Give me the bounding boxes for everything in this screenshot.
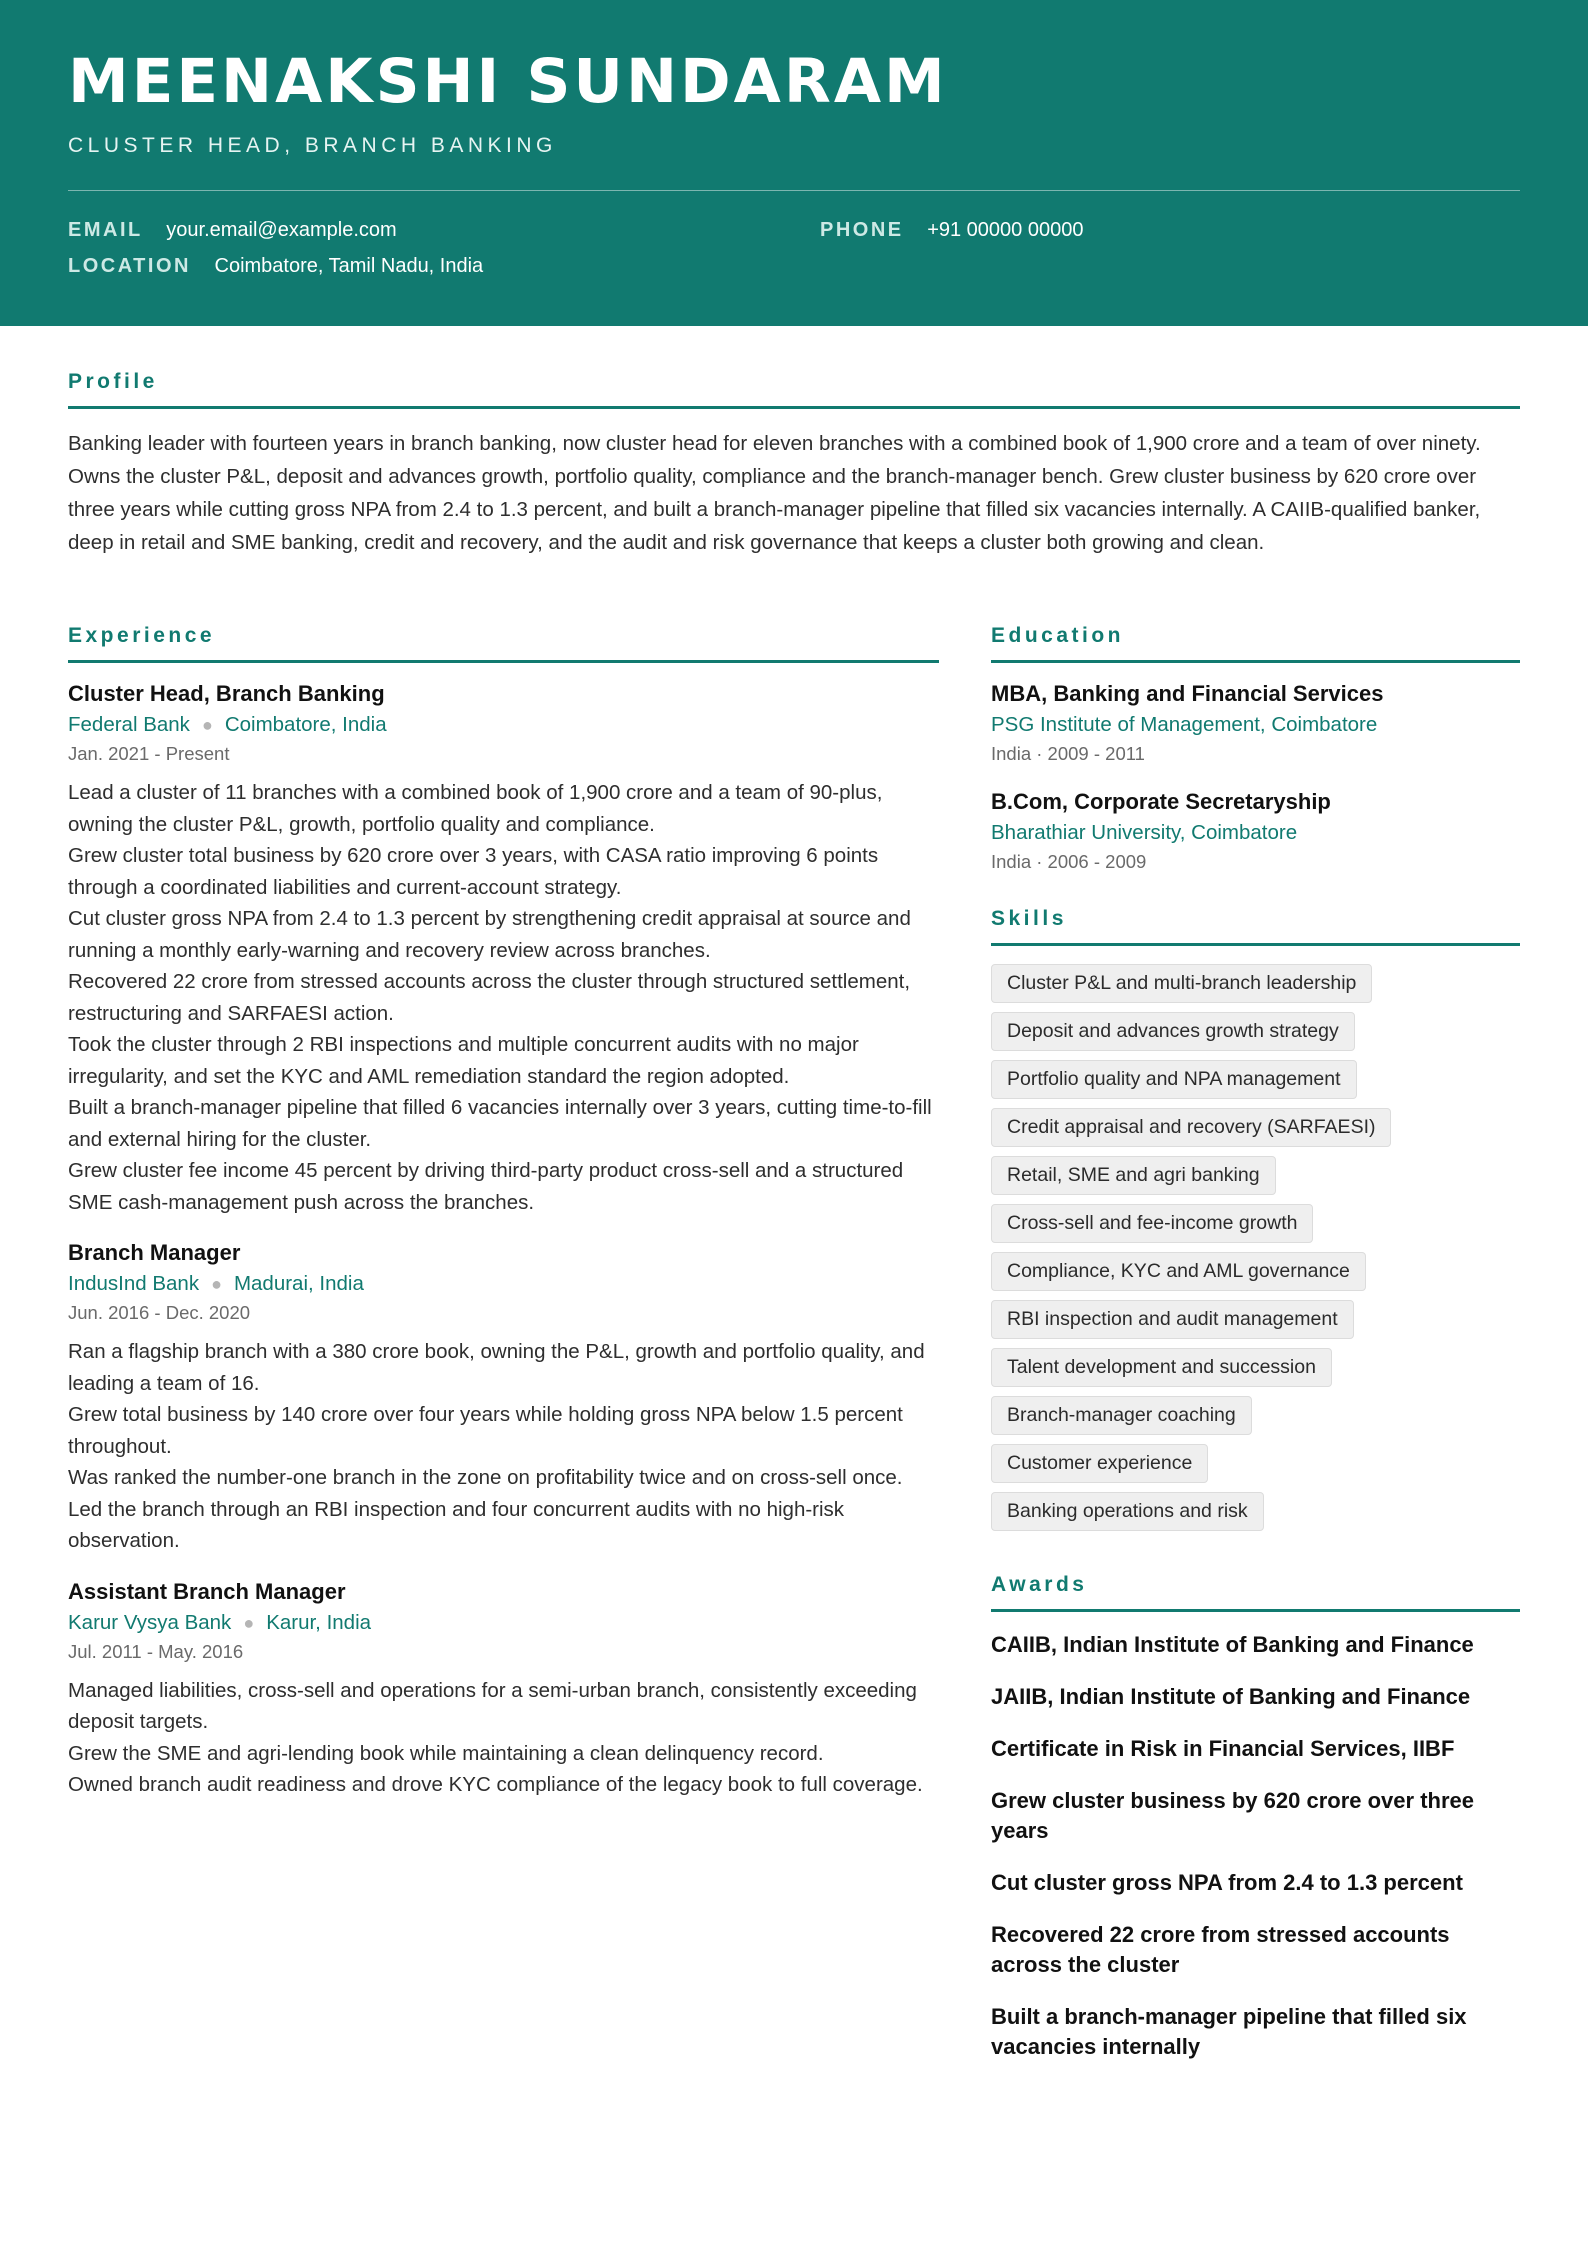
resume-header xyxy=(0,0,1588,326)
job-bullet: Lead a cluster of 11 branches with a combined book of 1,900 crore and a team of 90-plus, owning the cluster P&L, growth, portfolio quality and compliance. xyxy=(68,781,883,836)
separator-dot-icon: ● xyxy=(201,715,213,735)
job-bullet: Took the cluster through 2 RBI inspections and multiple concurrent audits with no major irregularity, and set the KYC and AML remediation standard the region adopted. xyxy=(68,1033,859,1088)
education-degree: MBA, Banking and Financial Services xyxy=(991,681,1384,706)
job-title: Branch Manager xyxy=(68,1240,241,1265)
contact-phone xyxy=(820,219,1083,242)
profile-section xyxy=(68,370,1520,559)
job-list xyxy=(68,681,939,1801)
education-school: PSG Institute of Management, Coimbatore xyxy=(991,713,1378,736)
job-location: Coimbatore, India xyxy=(224,713,387,736)
separator-dot-icon: ● xyxy=(211,1274,222,1294)
skill-tag: Retail, SME and agri banking xyxy=(991,1156,1276,1195)
job-bullet: Was ranked the number-one branch in the zone on profitability twice and on cross-sell once. xyxy=(68,1466,903,1489)
sidebar-column xyxy=(991,624,1520,2084)
education-entry xyxy=(991,681,1520,765)
skills-list xyxy=(991,964,1520,1531)
job-bullet: Grew cluster total business by 620 crore over 3 years, with CASA ratio improving 6 points through a coordinated liabilities and current-account strategy. xyxy=(68,844,879,899)
award-item: Built a branch-manager pipeline that filled six vacancies internally xyxy=(991,2004,1467,2059)
awards-heading: Awards xyxy=(991,1573,1520,1612)
job-dates: Jun. 2016 - Dec. 2020 xyxy=(68,1302,251,1323)
company-name: Karur Vysya Bank xyxy=(68,1610,232,1634)
phone-label: PHONE xyxy=(820,219,904,241)
job-bullet: Cut cluster gross NPA from 2.4 to 1.3 percent by strengthening credit appraisal at source and running a monthly early-warning and recovery review across branches. xyxy=(68,907,911,962)
education-list xyxy=(991,681,1520,873)
job-bullet: Grew the SME and agri-lending book while maintaining a clean delinquency record. xyxy=(68,1741,824,1765)
education-meta: India · 2006 - 2009 xyxy=(991,851,1147,872)
skill-tag: Banking operations and risk xyxy=(991,1492,1264,1531)
education-heading: Education xyxy=(991,624,1520,663)
email-label: EMAIL xyxy=(68,219,143,241)
candidate-title: CLUSTER HEAD, BRANCH BANKING xyxy=(68,134,557,157)
job-employer-line xyxy=(68,1611,939,1635)
award-item: CAIIB, Indian Institute of Banking and Finance xyxy=(991,1632,1474,1657)
award-item: Certificate in Risk in Financial Services, IIBF xyxy=(991,1736,1455,1761)
profile-heading: Profile xyxy=(68,370,1520,409)
job-bullet: Ran a flagship branch with a 380 crore book, owning the P&L, growth and portfolio quality, and leading a team of 16. xyxy=(68,1340,925,1395)
location-value: Coimbatore, Tamil Nadu, India xyxy=(214,255,484,277)
education-degree: B.Com, Corporate Secretaryship xyxy=(991,789,1331,814)
header-divider xyxy=(68,190,1520,191)
job-title: Cluster Head, Branch Banking xyxy=(68,681,385,706)
skill-tag: Cluster P&L and multi-branch leadership xyxy=(991,964,1372,1003)
skill-tag: Customer experience xyxy=(991,1444,1208,1483)
job-bullet: Grew total business by 140 crore over four years while holding gross NPA below 1.5 percent throughout. xyxy=(68,1403,903,1458)
job-employer-line xyxy=(68,1272,939,1296)
candidate-name: MEENAKSHI SUNDARAM xyxy=(68,46,948,117)
skill-tag: RBI inspection and audit management xyxy=(991,1300,1354,1339)
separator-dot-icon: ● xyxy=(243,1612,255,1633)
job-dates: Jan. 2021 - Present xyxy=(68,743,230,764)
job-entry xyxy=(68,681,939,1218)
job-title: Assistant Branch Manager xyxy=(68,1578,346,1604)
experience-section xyxy=(68,624,939,1823)
job-dates: Jul. 2011 - May. 2016 xyxy=(68,1640,244,1662)
job-employer-line xyxy=(68,713,939,737)
award-item: JAIIB, Indian Institute of Banking and Finance xyxy=(991,1684,1471,1709)
job-bullet: Managed liabilities, cross-sell and operations for a semi-urban branch, consistently exceeding deposit targets. xyxy=(68,1678,917,1733)
company-name: IndusInd Bank xyxy=(68,1272,200,1295)
phone-value[interactable]: +91 00000 00000 xyxy=(927,219,1084,241)
skill-tag: Compliance, KYC and AML governance xyxy=(991,1252,1366,1291)
job-entry xyxy=(68,1579,939,1801)
job-location: Karur, India xyxy=(266,1610,372,1634)
location-label: LOCATION xyxy=(68,255,191,277)
skill-tag: Portfolio quality and NPA management xyxy=(991,1060,1357,1099)
contact-location xyxy=(68,255,483,278)
company-name: Federal Bank xyxy=(68,713,190,736)
education-meta: India · 2009 - 2011 xyxy=(991,743,1145,764)
skill-tag: Cross-sell and fee-income growth xyxy=(991,1204,1313,1243)
skill-tag: Talent development and succession xyxy=(991,1348,1332,1387)
email-value[interactable]: your.email@example.com xyxy=(166,219,397,241)
contact-email xyxy=(68,219,397,242)
education-school: Bharathiar University, Coimbatore xyxy=(991,821,1298,844)
award-item: Recovered 22 crore from stressed accounts across the cluster xyxy=(991,1922,1450,1977)
award-item: Cut cluster gross NPA from 2.4 to 1.3 percent xyxy=(991,1870,1463,1895)
skills-heading: Skills xyxy=(991,907,1520,946)
job-entry xyxy=(68,1240,939,1557)
awards-list xyxy=(991,1630,1520,2062)
skill-tag: Branch-manager coaching xyxy=(991,1396,1252,1435)
job-bullet: Led the branch through an RBI inspection and four concurrent audits with no high-risk observation. xyxy=(68,1497,845,1552)
education-entry xyxy=(991,789,1520,873)
skill-tag: Credit appraisal and recovery (SARFAESI) xyxy=(991,1108,1391,1147)
skill-tag: Deposit and advances growth strategy xyxy=(991,1012,1355,1051)
experience-heading: Experience xyxy=(68,624,939,663)
job-location: Madurai, India xyxy=(233,1272,364,1295)
job-bullet: Recovered 22 crore from stressed accounts across the cluster through structured settlement, restructuring and SARFAESI action. xyxy=(68,970,911,1025)
profile-summary: Banking leader with fourteen years in branch banking, now cluster head for eleven branches with a combined book of 1,900 crore and a team of over ninety. Owns the cluster P&L, deposit and advances growth, portfolio quality, compliance and the branch-manager bench. Grew cluster business by 620 crore over three years while cutting gross NPA from 2.4 to 1.3 percent, and built a branch-manager pipeline that filled six vacancies internally. A CAIIB-qualified banker, deep in retail and SME banking, credit and recovery, and the audit and risk governance that keeps a cluster both growing and clean. xyxy=(68,432,1481,554)
job-bullet: Built a branch-manager pipeline that filled 6 vacancies internally over 3 years, cutting time-to-fill and external hiring for the cluster. xyxy=(68,1096,932,1151)
job-bullet: Owned branch audit readiness and drove KYC compliance of the legacy book to full coverage. xyxy=(68,1773,923,1796)
award-item: Grew cluster business by 620 crore over three years xyxy=(991,1788,1475,1843)
job-bullet: Grew cluster fee income 45 percent by driving third-party product cross-sell and a structured SME cash-management push across the branches. xyxy=(68,1159,904,1214)
